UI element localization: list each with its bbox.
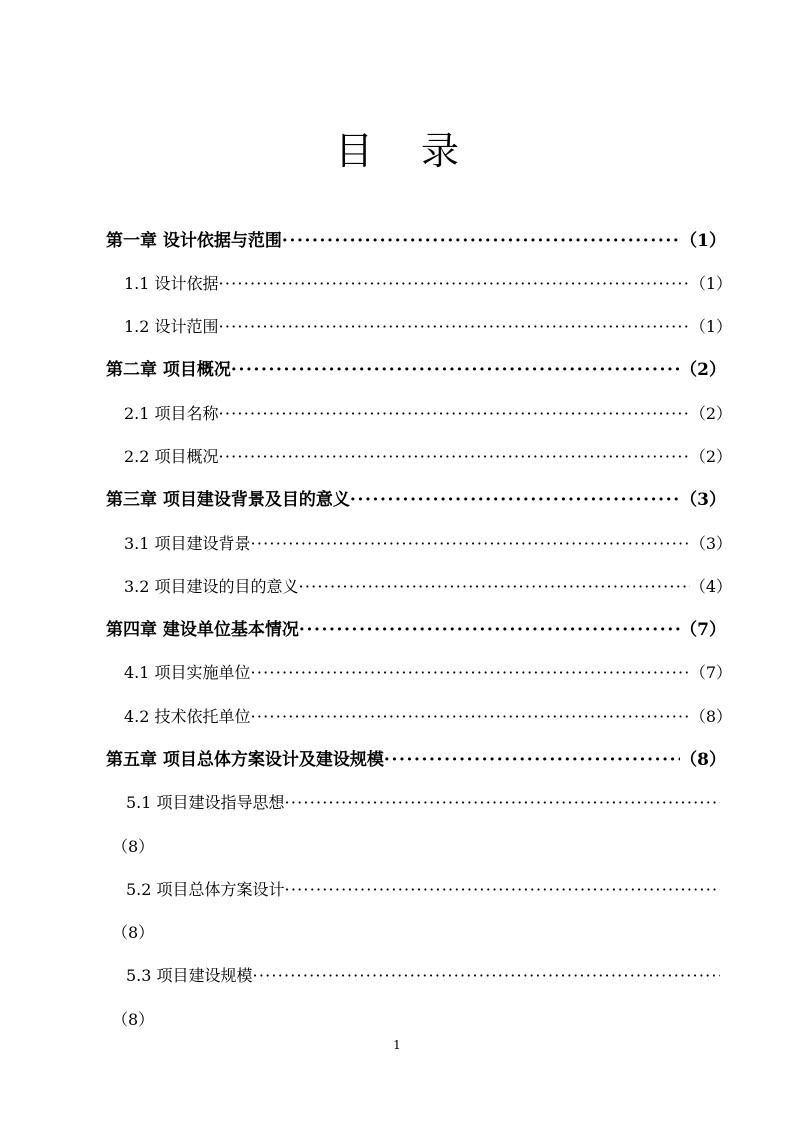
toc-entry-section-5-3[interactable] <box>126 962 720 990</box>
toc-label: 2.1 项目名称 <box>124 404 219 423</box>
toc-leader-dots <box>282 227 680 255</box>
toc-page-number: （1） <box>689 274 732 293</box>
toc-page-number: （4） <box>689 577 732 596</box>
toc-entry-chapter-3[interactable] <box>106 486 726 514</box>
toc-entry-chapter-1[interactable] <box>106 227 726 255</box>
toc-leader-dots <box>219 400 690 428</box>
toc-label: 第三章 项目建设背景及目的意义 <box>106 490 350 510</box>
toc-entry-chapter-2[interactable] <box>106 356 726 384</box>
toc-entry-chapter-4[interactable] <box>106 616 726 644</box>
toc-page-number: （2） <box>689 447 732 466</box>
toc-entry-section-1-1[interactable] <box>124 270 732 298</box>
toc-entry-section-4-1[interactable] <box>124 659 732 687</box>
toc-label: 4.1 项目实施单位 <box>124 663 251 682</box>
toc-leader-dots <box>219 443 690 471</box>
toc-page-number: （7） <box>680 620 726 640</box>
toc-leader-dots <box>251 659 690 687</box>
toc-page-number: （3） <box>680 490 726 510</box>
toc-entry-section-1-2[interactable] <box>124 313 732 341</box>
toc-page-number: （7） <box>689 663 732 682</box>
toc-page-number: （1） <box>680 231 726 251</box>
toc-page-number: （8） <box>680 750 726 770</box>
toc-leader-dots <box>219 270 690 298</box>
toc-leader-dots <box>219 313 690 341</box>
toc-label: 第四章 建设单位基本情况 <box>106 620 299 640</box>
toc-entry-section-4-2[interactable] <box>124 703 732 731</box>
toc-entry-section-2-2[interactable] <box>124 443 732 471</box>
toc-page-number: （1） <box>689 317 732 336</box>
toc-page-number: （3） <box>689 534 732 553</box>
toc-leader-dots <box>253 962 720 990</box>
toc-leader-dots <box>285 876 720 904</box>
toc-entry-section-5-2[interactable] <box>126 876 720 904</box>
toc-label: 第二章 项目概况 <box>106 360 231 380</box>
toc-leader-dots <box>299 573 690 601</box>
toc-leader-dots <box>299 616 680 644</box>
toc-leader-dots <box>251 703 690 731</box>
toc-page-number: （8） <box>689 707 732 726</box>
toc-page-number: （2） <box>689 404 732 423</box>
toc-entry-section-3-1[interactable] <box>124 530 732 558</box>
toc-entry-chapter-5[interactable] <box>106 746 726 774</box>
toc-leader-dots <box>251 530 690 558</box>
toc-page-number: （8） <box>112 923 155 942</box>
toc-label: 5.1 项目建设指导思想 <box>126 793 285 812</box>
toc-entry-section-3-2[interactable] <box>124 573 732 601</box>
toc-label: 第五章 项目总体方案设计及建设规模 <box>106 750 384 770</box>
toc-label: 1.2 设计范围 <box>124 317 219 336</box>
toc-label: 第一章 设计依据与范围 <box>106 231 282 251</box>
toc-label: 3.2 项目建设的目的意义 <box>124 577 299 596</box>
toc-label: 4.2 技术依托单位 <box>124 707 251 726</box>
toc-label: 5.2 项目总体方案设计 <box>126 880 285 899</box>
toc-page-number: （8） <box>112 1010 155 1029</box>
toc-page-number: （2） <box>680 360 726 380</box>
footer-page-number: 1 <box>393 1038 401 1052</box>
toc-leader-dots <box>285 789 720 817</box>
toc-entry-section-2-1[interactable] <box>124 400 732 428</box>
toc-label: 5.3 项目建设规模 <box>126 966 253 985</box>
toc-label: 3.1 项目建设背景 <box>124 534 251 553</box>
toc-label: 1.1 设计依据 <box>124 274 219 293</box>
toc-leader-dots <box>350 486 680 514</box>
page-title: 目录 <box>334 129 507 173</box>
toc-entry-section-5-1[interactable] <box>126 789 720 817</box>
toc-leader-dots <box>231 356 680 384</box>
toc-page-number: （8） <box>112 837 155 856</box>
toc-leader-dots <box>384 746 680 774</box>
toc-label: 2.2 项目概况 <box>124 447 219 466</box>
